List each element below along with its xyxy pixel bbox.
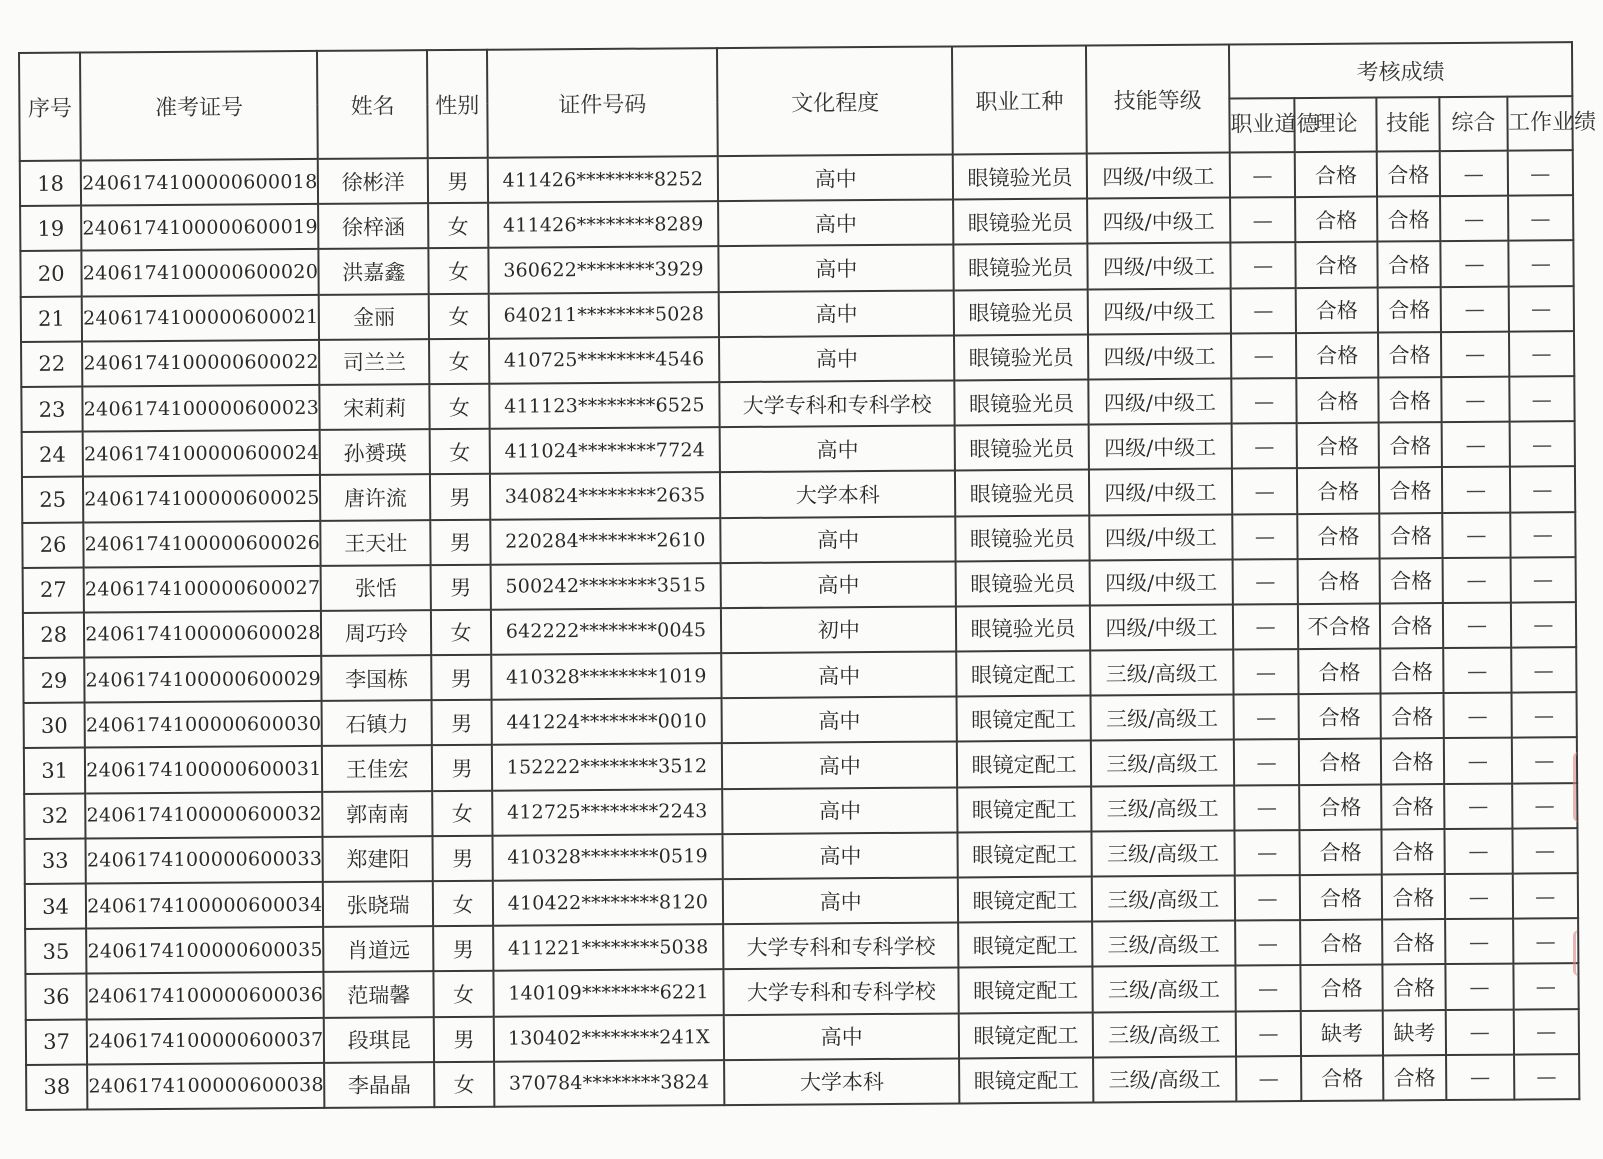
row-work-performance: — — [1509, 331, 1575, 377]
row-exam-no: 2406174100000600028 — [84, 611, 321, 658]
row-skill: 合格 — [1382, 919, 1446, 965]
row-comprehensive: — — [1442, 422, 1510, 468]
row-name: 王佳宏 — [322, 746, 433, 792]
row-comprehensive: — — [1441, 241, 1509, 287]
row-comprehensive: — — [1445, 874, 1513, 920]
row-occupation: 眼镜验光员 — [953, 199, 1087, 245]
row-id-no: 642222********0045 — [491, 608, 722, 655]
row-id-no: 340824********2635 — [490, 472, 721, 519]
row-comprehensive: — — [1444, 783, 1512, 829]
row-id-no: 140109********6221 — [493, 969, 724, 1016]
row-theory: 不合格 — [1298, 603, 1380, 649]
row-id-no: 411024********7724 — [489, 427, 720, 474]
row-education: 高中 — [723, 787, 958, 834]
row-seq: 29 — [23, 658, 85, 704]
row-skill: 缺考 — [1383, 1010, 1447, 1056]
row-education: 高中 — [722, 652, 957, 699]
row-exam-no: 2406174100000600030 — [85, 701, 322, 748]
row-education: 高中 — [720, 426, 955, 473]
row-exam-no: 2406174100000600022 — [82, 340, 319, 387]
row-exam-no: 2406174100000600026 — [84, 520, 321, 567]
seal-edge-mark — [1573, 930, 1590, 976]
row-gender: 男 — [428, 158, 488, 204]
row-name: 司兰兰 — [319, 339, 430, 385]
row-exam-no: 2406174100000600031 — [85, 746, 322, 793]
row-id-no: 411123********6525 — [489, 382, 720, 429]
exam-results-table — [18, 41, 1597, 1111]
row-id-no: 130402********241X — [493, 1015, 724, 1062]
row-exam-no: 2406174100000600036 — [87, 972, 324, 1019]
header-seq: 序号 — [19, 53, 81, 161]
row-work-performance: — — [1510, 602, 1576, 648]
row-education: 高中 — [722, 697, 957, 744]
row-name: 孙赟瑛 — [320, 429, 431, 475]
row-gender: 男 — [432, 745, 492, 791]
row-theory: 合格 — [1298, 558, 1380, 604]
row-occupation: 眼镜定配工 — [959, 1012, 1093, 1058]
row-seq: 34 — [25, 884, 87, 930]
row-skill-level: 三级/高级工 — [1092, 876, 1235, 922]
row-id-no: 441224********0010 — [491, 698, 722, 745]
header-work-performance: 工作业绩 — [1507, 96, 1573, 150]
row-exam-no: 2406174100000600021 — [82, 294, 319, 341]
row-comprehensive: — — [1440, 196, 1508, 242]
row-skill-level: 四级/中级工 — [1090, 559, 1233, 605]
row-id-no: 640211********5028 — [488, 292, 719, 339]
row-comprehensive: — — [1445, 828, 1513, 874]
row-gender: 女 — [431, 610, 491, 656]
row-work-performance: — — [1509, 421, 1575, 467]
row-work-performance: — — [1511, 692, 1577, 738]
header-comprehensive: 综合 — [1440, 97, 1508, 151]
row-exam-no: 2406174100000600018 — [81, 159, 318, 206]
row-skill-level: 四级/中级工 — [1088, 333, 1231, 379]
row-skill: 合格 — [1380, 648, 1444, 694]
row-ethics: — — [1233, 649, 1299, 695]
row-skill: 合格 — [1380, 603, 1444, 649]
row-seq: 26 — [22, 522, 84, 568]
row-seq: 19 — [20, 206, 82, 252]
row-seq: 30 — [24, 703, 86, 749]
row-exam-no: 2406174100000600032 — [85, 792, 322, 839]
row-comprehensive: — — [1446, 1054, 1514, 1100]
row-exam-no: 2406174100000600033 — [86, 837, 323, 884]
row-gender: 男 — [430, 474, 490, 520]
row-theory: 合格 — [1298, 649, 1380, 695]
row-education: 大学本科 — [724, 1058, 959, 1105]
row-skill-level: 四级/中级工 — [1087, 153, 1230, 199]
row-work-performance: — — [1512, 828, 1578, 874]
row-name: 金丽 — [319, 294, 430, 340]
row-id-no: 410725********4546 — [489, 337, 720, 384]
row-work-performance: — — [1509, 466, 1575, 512]
row-occupation: 眼镜定配工 — [959, 967, 1093, 1013]
row-work-performance: — — [1512, 783, 1578, 829]
row-ethics: — — [1232, 514, 1298, 560]
row-comprehensive: — — [1441, 286, 1509, 332]
row-comprehensive: — — [1445, 919, 1513, 965]
row-education: 初中 — [721, 606, 956, 653]
row-theory: 合格 — [1297, 423, 1379, 469]
row-comprehensive: — — [1441, 331, 1509, 377]
row-skill: 合格 — [1379, 467, 1443, 513]
row-occupation: 眼镜定配工 — [957, 786, 1091, 832]
row-seq: 31 — [24, 748, 86, 794]
row-work-performance: — — [1514, 1054, 1580, 1100]
row-education: 大学本科 — [720, 471, 955, 518]
row-work-performance: — — [1509, 376, 1575, 422]
row-seq: 38 — [26, 1064, 88, 1110]
row-seq: 18 — [20, 161, 82, 207]
row-occupation: 眼镜定配工 — [957, 741, 1091, 787]
row-theory: 合格 — [1300, 920, 1382, 966]
row-skill-level: 四级/中级工 — [1089, 424, 1232, 470]
row-ethics: — — [1235, 920, 1301, 966]
row-skill-level: 四级/中级工 — [1087, 198, 1230, 244]
row-occupation: 眼镜验光员 — [955, 379, 1089, 425]
row-education: 高中 — [722, 742, 957, 789]
row-id-no: 411426********8252 — [487, 156, 718, 203]
header-gender: 性别 — [427, 50, 487, 158]
row-ethics: — — [1231, 288, 1297, 334]
row-skill: 合格 — [1378, 287, 1442, 333]
row-skill-level: 三级/高级工 — [1093, 1011, 1236, 1057]
row-id-no: 500242********3515 — [490, 563, 721, 610]
row-education: 大学专科和专科学校 — [720, 380, 955, 427]
row-occupation: 眼镜定配工 — [958, 877, 1092, 923]
row-gender: 男 — [431, 519, 491, 565]
header-skill-level: 技能等级 — [1086, 45, 1230, 154]
row-exam-no: 2406174100000600037 — [87, 1017, 324, 1064]
row-occupation: 眼镜验光员 — [954, 334, 1088, 380]
row-ethics: — — [1231, 378, 1297, 424]
row-theory: 合格 — [1299, 694, 1381, 740]
row-skill: 合格 — [1381, 738, 1445, 784]
row-work-performance: — — [1513, 1009, 1579, 1055]
row-skill: 合格 — [1377, 241, 1441, 287]
row-skill-level: 三级/高级工 — [1092, 966, 1235, 1012]
row-seq: 32 — [24, 793, 86, 839]
row-skill: 合格 — [1380, 693, 1444, 739]
row-exam-no: 2406174100000600025 — [83, 475, 320, 522]
row-work-performance: — — [1512, 873, 1578, 919]
row-occupation: 眼镜验光员 — [956, 560, 1090, 606]
row-skill: 合格 — [1382, 874, 1446, 920]
row-education: 高中 — [724, 1013, 959, 1060]
row-ethics: — — [1231, 423, 1297, 469]
row-work-performance: — — [1513, 964, 1579, 1010]
row-work-performance: — — [1510, 512, 1576, 558]
table-row — [26, 1054, 1579, 1110]
row-seq: 28 — [23, 612, 85, 658]
row-skill: 合格 — [1377, 151, 1441, 197]
row-ethics: — — [1236, 1011, 1302, 1057]
row-education: 高中 — [723, 832, 958, 879]
header-exam-no: 准考证号 — [80, 51, 318, 161]
row-theory: 合格 — [1301, 965, 1383, 1011]
header-education: 文化程度 — [717, 46, 953, 156]
row-skill: 合格 — [1377, 196, 1441, 242]
row-skill: 合格 — [1378, 377, 1442, 423]
seal-edge-mark — [1573, 752, 1590, 822]
row-name: 李晶晶 — [324, 1062, 435, 1108]
row-name: 肖道远 — [323, 926, 434, 972]
row-ethics: — — [1232, 468, 1298, 514]
row-theory: 合格 — [1295, 197, 1377, 243]
row-education: 高中 — [723, 877, 958, 924]
row-exam-no: 2406174100000600034 — [86, 882, 323, 929]
row-seq: 25 — [22, 477, 84, 523]
row-seq: 23 — [21, 386, 83, 432]
row-work-performance: — — [1507, 150, 1573, 196]
row-skill-level: 三级/高级工 — [1091, 830, 1234, 876]
row-education: 高中 — [718, 200, 953, 247]
row-skill: 合格 — [1379, 558, 1443, 604]
results-sheet — [18, 41, 1597, 1111]
row-work-performance: — — [1508, 286, 1574, 332]
row-seq: 33 — [24, 838, 86, 884]
row-skill: 合格 — [1381, 829, 1445, 875]
row-skill-level: 四级/中级工 — [1090, 604, 1233, 650]
header-ethics: 职业道德 — [1229, 98, 1295, 152]
row-gender: 男 — [432, 700, 492, 746]
row-skill: 合格 — [1383, 1055, 1447, 1101]
row-skill: 合格 — [1379, 513, 1443, 559]
row-theory: 合格 — [1296, 242, 1378, 288]
row-seq: 35 — [25, 929, 87, 975]
row-id-no: 410422********8120 — [492, 879, 723, 926]
row-occupation: 眼镜定配工 — [959, 1057, 1093, 1103]
row-occupation: 眼镜定配工 — [958, 922, 1092, 968]
row-comprehensive: — — [1442, 512, 1510, 558]
row-skill-level: 三级/高级工 — [1090, 650, 1233, 696]
row-seq: 20 — [20, 251, 82, 297]
row-theory: 合格 — [1299, 784, 1381, 830]
table-header — [19, 42, 1597, 161]
row-name: 张晓瑞 — [323, 881, 434, 927]
row-comprehensive: — — [1443, 648, 1511, 694]
row-id-no: 410328********0519 — [492, 834, 723, 881]
row-education: 高中 — [719, 290, 954, 337]
row-work-performance: — — [1508, 241, 1574, 287]
row-work-performance: — — [1511, 647, 1577, 693]
row-id-no: 360622********3929 — [488, 246, 719, 293]
row-theory: 合格 — [1300, 829, 1382, 875]
row-comprehensive: — — [1441, 377, 1509, 423]
row-comprehensive: — — [1440, 151, 1508, 197]
row-education: 高中 — [719, 245, 954, 292]
row-ethics: — — [1232, 559, 1298, 605]
row-gender: 女 — [434, 971, 494, 1017]
row-skill-level: 四级/中级工 — [1087, 243, 1230, 289]
row-name: 周巧玲 — [321, 610, 432, 656]
row-occupation: 眼镜验光员 — [955, 425, 1089, 471]
row-comprehensive: — — [1443, 602, 1511, 648]
row-work-performance: — — [1510, 557, 1576, 603]
row-occupation: 眼镜验光员 — [954, 244, 1088, 290]
row-ethics: — — [1230, 242, 1296, 288]
row-name: 郑建阳 — [323, 836, 434, 882]
row-name: 张恬 — [321, 565, 432, 611]
row-skill-level: 三级/高级工 — [1090, 695, 1233, 741]
row-skill-level: 三级/高级工 — [1091, 740, 1234, 786]
row-seq: 21 — [21, 296, 83, 342]
row-skill-level: 四级/中级工 — [1089, 469, 1232, 515]
row-ethics: — — [1231, 333, 1297, 379]
row-name: 范瑞馨 — [324, 971, 435, 1017]
row-theory: 合格 — [1301, 1055, 1383, 1101]
row-education: 高中 — [721, 516, 956, 563]
row-comprehensive: — — [1444, 738, 1512, 784]
row-exam-no: 2406174100000600038 — [87, 1063, 324, 1110]
row-ethics: — — [1230, 152, 1296, 198]
row-education: 高中 — [721, 561, 956, 608]
row-ethics: — — [1235, 965, 1301, 1011]
row-occupation: 眼镜定配工 — [957, 696, 1091, 742]
row-occupation: 眼镜定配工 — [958, 831, 1092, 877]
row-gender: 女 — [428, 203, 488, 249]
header-occupation: 职业工种 — [952, 46, 1087, 155]
row-seq: 37 — [26, 1019, 88, 1065]
row-name: 郭南南 — [322, 791, 433, 837]
row-ethics: — — [1234, 740, 1300, 786]
row-seq: 27 — [23, 567, 85, 613]
row-education: 大学专科和专科学校 — [724, 968, 959, 1015]
row-theory: 合格 — [1297, 377, 1379, 423]
row-theory: 合格 — [1296, 332, 1378, 378]
row-name: 李国栋 — [321, 655, 432, 701]
row-exam-no: 2406174100000600029 — [84, 656, 321, 703]
header-theory: 理论 — [1295, 98, 1377, 153]
header-assessment: 考核成绩 — [1229, 42, 1572, 98]
table-body — [20, 150, 1580, 1110]
row-theory: 缺考 — [1301, 1010, 1383, 1056]
row-gender: 女 — [433, 790, 493, 836]
row-id-no: 152222********3512 — [491, 744, 722, 791]
row-exam-no: 2406174100000600024 — [83, 430, 320, 477]
row-gender: 女 — [433, 881, 493, 927]
row-ethics: — — [1233, 694, 1299, 740]
row-theory: 合格 — [1299, 739, 1381, 785]
row-gender: 男 — [432, 655, 492, 701]
row-ethics: — — [1234, 785, 1300, 831]
header-skill: 技能 — [1376, 97, 1440, 151]
row-comprehensive: — — [1446, 964, 1514, 1010]
row-skill: 合格 — [1382, 964, 1446, 1010]
row-skill-level: 四级/中级工 — [1089, 514, 1232, 560]
row-occupation: 眼镜验光员 — [955, 515, 1089, 561]
row-ethics: — — [1235, 875, 1301, 921]
row-ethics: — — [1234, 830, 1300, 876]
row-theory: 合格 — [1295, 152, 1377, 198]
row-skill-level: 三级/高级工 — [1093, 1056, 1236, 1102]
row-gender: 女 — [430, 429, 490, 475]
row-comprehensive: — — [1443, 557, 1511, 603]
row-seq: 36 — [25, 974, 87, 1020]
row-occupation: 眼镜验光员 — [953, 154, 1087, 200]
row-occupation: 眼镜验光员 — [954, 289, 1088, 335]
row-exam-no: 2406174100000600020 — [82, 249, 319, 296]
row-comprehensive: — — [1446, 1009, 1514, 1055]
row-skill-level: 四级/中级工 — [1088, 378, 1231, 424]
row-gender: 女 — [430, 384, 490, 430]
row-name: 徐梓涵 — [318, 203, 429, 249]
row-name: 段琪昆 — [324, 1017, 435, 1063]
row-name: 宋莉莉 — [319, 384, 430, 430]
row-education: 高中 — [718, 154, 953, 201]
row-occupation: 眼镜验光员 — [956, 605, 1090, 651]
row-skill-level: 三级/高级工 — [1091, 785, 1234, 831]
row-id-no: 411221********5038 — [493, 924, 724, 971]
row-id-no: 411426********8289 — [488, 201, 719, 248]
row-gender: 女 — [429, 248, 489, 294]
row-ethics: — — [1230, 197, 1296, 243]
row-skill: 合格 — [1378, 332, 1442, 378]
row-name: 唐许流 — [320, 474, 431, 520]
row-theory: 合格 — [1296, 287, 1378, 333]
row-seq: 22 — [21, 341, 83, 387]
row-occupation: 眼镜定配工 — [956, 651, 1090, 697]
row-theory: 合格 — [1300, 874, 1382, 920]
row-id-no: 410328********1019 — [491, 653, 722, 700]
row-gender: 男 — [433, 836, 493, 882]
row-gender: 男 — [434, 926, 494, 972]
row-occupation: 眼镜验光员 — [955, 470, 1089, 516]
header-name: 姓名 — [317, 50, 428, 159]
row-name: 石镇力 — [322, 700, 433, 746]
row-name: 王天壮 — [320, 520, 431, 566]
row-theory: 合格 — [1297, 513, 1379, 559]
row-exam-no: 2406174100000600019 — [81, 204, 318, 251]
row-comprehensive: — — [1444, 693, 1512, 739]
row-skill: 合格 — [1379, 422, 1443, 468]
row-theory: 合格 — [1297, 468, 1379, 514]
row-education: 大学专科和专科学校 — [723, 923, 958, 970]
header-id-no: 证件号码 — [487, 48, 718, 158]
row-id-no: 220284********2610 — [490, 518, 721, 565]
row-seq: 24 — [22, 432, 84, 478]
row-exam-no: 2406174100000600035 — [86, 927, 323, 974]
row-id-no: 412725********2243 — [492, 789, 723, 836]
row-skill-level: 四级/中级工 — [1088, 288, 1231, 334]
row-skill-level: 三级/高级工 — [1092, 921, 1235, 967]
row-work-performance: — — [1513, 918, 1579, 964]
row-gender: 女 — [429, 338, 489, 384]
row-name: 徐彬洋 — [318, 158, 429, 204]
row-gender: 女 — [429, 293, 489, 339]
row-comprehensive: — — [1442, 467, 1510, 513]
row-id-no: 370784********3824 — [494, 1060, 725, 1107]
row-education: 高中 — [719, 335, 954, 382]
row-gender: 女 — [434, 1061, 494, 1107]
row-name: 洪嘉鑫 — [319, 249, 430, 295]
row-ethics: — — [1233, 604, 1299, 650]
row-gender: 男 — [431, 564, 491, 610]
row-exam-no: 2406174100000600027 — [84, 566, 321, 613]
row-work-performance: — — [1511, 738, 1577, 784]
row-exam-no: 2406174100000600023 — [83, 385, 320, 432]
row-skill: 合格 — [1381, 784, 1445, 830]
row-gender: 男 — [434, 1016, 494, 1062]
row-work-performance: — — [1508, 195, 1574, 241]
row-ethics: — — [1236, 1056, 1302, 1102]
